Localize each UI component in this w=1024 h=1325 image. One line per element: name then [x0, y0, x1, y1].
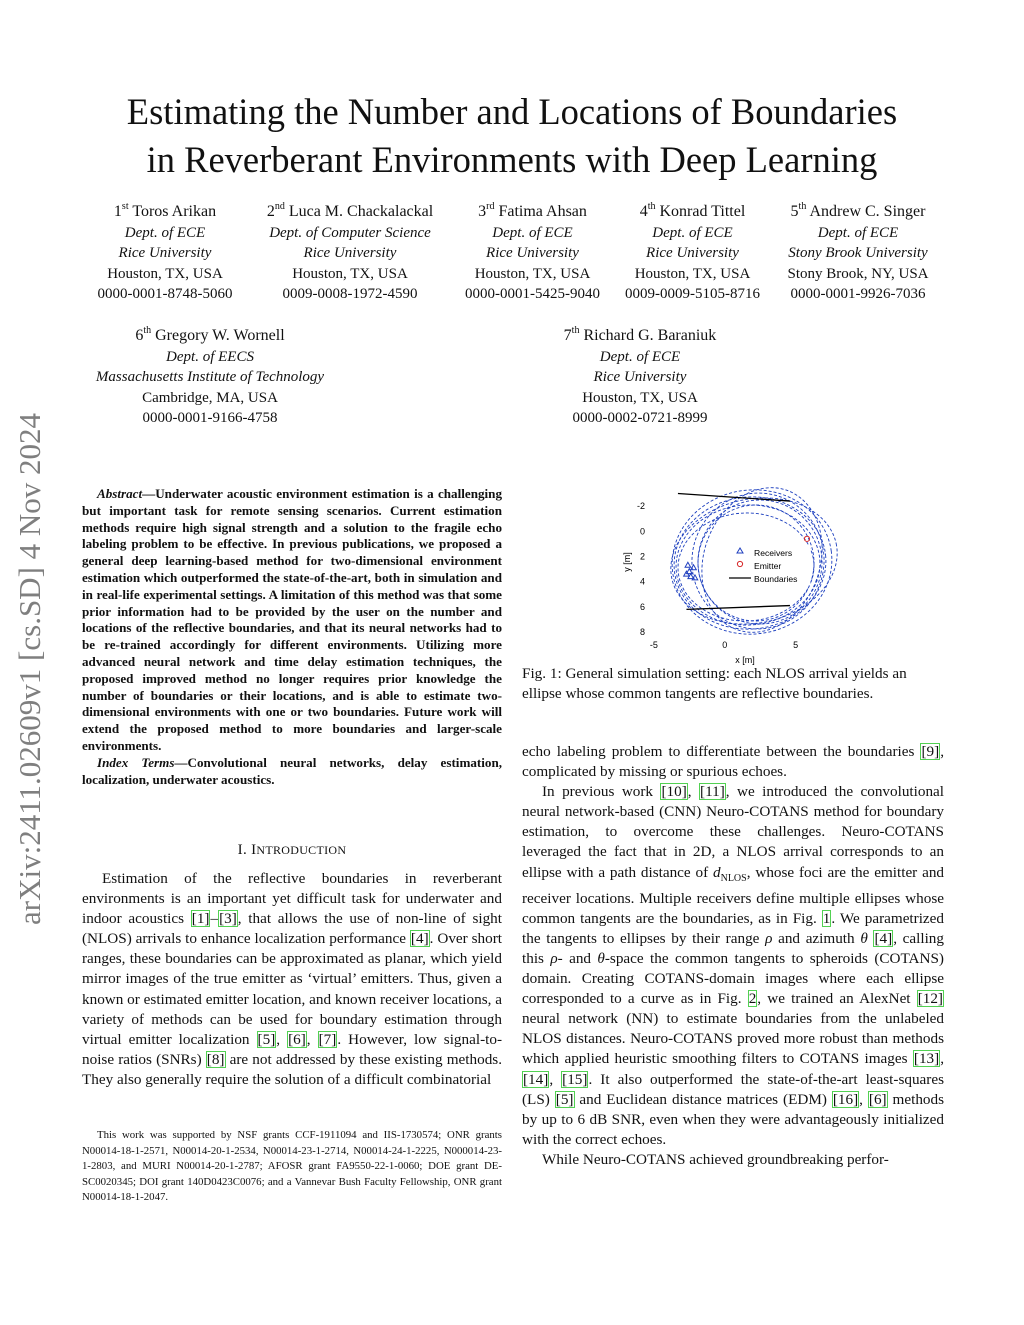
paragraph-previous-work: In previous work [10], [11], we introduced the convolutional neural network-based (CNN) Neuro-COTANS method for boundary estimation, to overcome these challenges. Neuro-COTANS leveraged the fact that in 2D, a NLOS arrival corresponds to an ellipse with a path distance of $d_{NLOS}$, whose foci are the emitter and receiver locations. Multiple receivers define multiple ellipses whose common tangents are the boundaries, as in Fig. 1. We parametrized the tangents to ellipses by their range ρ and azimuth θ [4], calling this ρ- and θ-space the common tangents to spheroids (COTANS) domain. Creating COTANS-domain images where each ellipse corresponded to a curve as in Fig. 2, we trained an AlexNet [12] neural network (NN) to estimate boundaries from the unlabeled NLOS distances. Neuro-COTANS proved more robust than methods which applied heuristic smoothing filters to COTANS images [13], [14], [15]. It also outperformed the state-of-the-art least-squares (LS) [5] and Euclidean distance matrices (EDM) [16], [6] methods by up to 6 dB SNR, even when they were advantageously initialized with the correct echoes. — [522, 783, 945, 1148]
citation-link[interactable]: [4] — [410, 930, 429, 948]
citation-link[interactable]: [6] — [288, 1030, 306, 1048]
figure-1-caption: Fig. 1: General simulation setting: each NLOS arrival yields an ellipse whose common tangents are reflective boundaries. — [522, 665, 907, 703]
author-dept: Dept. of ECE — [652, 224, 733, 241]
index-terms — [82, 755, 502, 789]
x-tick-label: 0 — [722, 640, 728, 650]
author-name: 2nd Luca M. Chackalackal — [266, 200, 434, 220]
x-tick-label: -5 — [649, 640, 658, 650]
author-name: 3rd Fatima Ahsan — [478, 200, 587, 220]
author-name: 7th Richard G. Baraniuk — [563, 324, 717, 344]
citation-link[interactable]: [1] — [191, 910, 210, 928]
figure-1-plot — [620, 478, 850, 670]
author-orcid[interactable]: 0000-0001-8748-5060 — [97, 286, 233, 303]
paper-title — [0, 88, 1024, 184]
y-tick-label: 8 — [639, 627, 645, 637]
citation-link[interactable]: [14] — [523, 1070, 549, 1088]
author-dept: Dept. of EECS — [166, 348, 254, 365]
citation-link[interactable]: [16] — [832, 1090, 859, 1108]
author-block-6 — [60, 326, 360, 429]
citation-link[interactable]: [5] — [555, 1090, 574, 1108]
y-tick-label: 0 — [639, 526, 645, 537]
receiver-marker — [691, 565, 697, 570]
author-loc: Houston, TX, USA — [292, 265, 408, 282]
citation-link[interactable]: [11] — [700, 783, 725, 801]
legend — [729, 545, 810, 585]
author-inst: Rice University — [486, 245, 579, 262]
receiver-marker — [692, 575, 698, 580]
y-tick-label: 4 — [639, 576, 645, 587]
author-orcid[interactable]: 0009-0008-1972-4590 — [282, 286, 418, 303]
citation-link[interactable]: [4] — [874, 929, 893, 947]
author-block-7 — [540, 326, 740, 429]
author-orcid[interactable]: 0009-0009-5105-8716 — [625, 286, 760, 303]
paragraph-while: While Neuro-COTANS achieved groundbreaking perfor- — [542, 1150, 889, 1168]
citation-link[interactable]: [5] — [257, 1030, 276, 1048]
author-inst: Rice University — [593, 369, 687, 386]
citation-link[interactable]: [6] — [868, 1090, 887, 1108]
citation-link[interactable]: [8] — [206, 1050, 225, 1068]
author-orcid[interactable]: 0000-0001-9166-4758 — [142, 410, 278, 427]
intro-left-column — [82, 869, 502, 1090]
author-orcid[interactable]: 0000-0001-5425-9040 — [465, 286, 600, 303]
author-block-4 — [615, 202, 770, 305]
citation-link[interactable]: [13] — [913, 1050, 940, 1068]
index-terms-label: Index Terms — [97, 754, 175, 770]
abstract-paragraph — [82, 486, 502, 755]
receiver-marker — [685, 562, 691, 567]
index-terms-text: —Convolutional neural networks, delay estimation, localization, underwater acoustics. — [82, 754, 502, 787]
author-inst: Rice University — [303, 245, 397, 262]
title-line-1: Estimating the Number and Locations of Boundaries — [126, 91, 898, 132]
author-loc: Cambridge, MA, USA — [142, 389, 278, 406]
footnote — [82, 1128, 502, 1206]
author-loc: Houston, TX, USA — [634, 265, 751, 282]
boundary-line — [678, 494, 790, 502]
footnote-text: This work was supported by NSF grants CCF-1911094 and IIS-1730574; ONR grants N00014-18-1-2571, N00014-20-1-2534, N00014-23-1-2714, N00014-24-1-2225, N000014-23-1-2803, and MURI N00014-20-1-2787; AFOSR grant FA9550-22-1-0060; DOE grant DE-SC0020345; DOI grant 140D0423C0076; and a Vannevar Bush Faculty Fellowship, ONR grant N00014-18-1-2047. — [82, 1129, 502, 1204]
right-column — [522, 742, 944, 1170]
author-name: 6th Gregory W. Wornell — [135, 324, 285, 344]
citation-link[interactable]: [9] — [921, 743, 940, 760]
author-name: 4th Konrad Tittel — [639, 200, 746, 220]
author-inst: Rice University — [646, 245, 739, 262]
legend-receivers: Receivers — [754, 548, 793, 558]
author-block-3 — [455, 202, 610, 305]
legend-emitter: Emitter — [754, 561, 782, 571]
x-axis-label: x [m] — [735, 655, 755, 665]
author-loc: Houston, TX, USA — [474, 265, 591, 282]
author-loc: Houston, TX, USA — [107, 265, 223, 282]
citation-link[interactable]: [12] — [917, 990, 943, 1008]
legend-boundaries: Boundaries — [754, 574, 798, 584]
author-dept: Dept. of ECE — [599, 348, 681, 365]
author-loc: Stony Brook, NY, USA — [787, 265, 929, 282]
author-name: 1st Toros Arikan — [113, 200, 217, 220]
y-tick-label: -2 — [636, 501, 645, 512]
section-heading-introduction: I. INTRODUCTION — [237, 842, 347, 858]
author-inst: Rice University — [118, 245, 212, 262]
figure-link[interactable]: 2 — [748, 990, 757, 1008]
author-orcid[interactable]: 0000-0002-0721-8999 — [572, 410, 708, 427]
author-name: 5th Andrew C. Singer — [790, 200, 926, 220]
author-loc: Houston, TX, USA — [582, 389, 698, 406]
author-dept: Dept. of ECE — [817, 224, 899, 241]
y-tick-label: 2 — [639, 551, 645, 562]
citation-link[interactable]: [3] — [219, 910, 237, 928]
author-block-1 — [90, 202, 240, 305]
author-dept: Dept. of ECE — [492, 224, 573, 241]
abstract-label: Abstract — [97, 486, 143, 501]
author-block-2 — [250, 202, 450, 305]
arxiv-id: arXiv:2411.02609v1 [cs.SD] 4 Nov 2024 — [12, 412, 47, 925]
author-block-5 — [772, 202, 944, 305]
title-line-2: in Reverberant Environments with Deep Learning — [146, 139, 878, 180]
y-axis-label: y [m] — [622, 552, 632, 572]
citation-link[interactable]: [10] — [661, 783, 687, 801]
intro-paragraph: Estimation of the reflective boundaries in reverberant environments is an important yet difficult task for underwater and indoor acoustics [1]–[3], that allows the use of non-line of sight (NLOS) arrivals to enhance localization performance [4]. Over short ranges, these boundaries can be approximated as planar, which yield mirror images of the true emitter as ‘virtual’ emitters. Thus, given a known or estimated emitter location, and known receiver locations, a variety of methods can be used for boundary estimation through virtual emitter localization [5], [6], [7]. However, low signal-to-noise ratios (SNRs) [8] are not addressed by these existing methods. They also generally require the solution of a difficult combinatorial — [82, 870, 503, 1088]
author-inst: Massachusetts Institute of Technology — [95, 369, 325, 386]
author-dept: Dept. of Computer Science — [269, 224, 431, 241]
figure-1 — [620, 478, 850, 670]
y-tick-label: 6 — [639, 601, 645, 612]
abstract — [82, 486, 502, 788]
boundary-line — [686, 606, 790, 610]
abstract-text: —Underwater acoustic environment estimation is a challenging but important task for remote sensing scenarios. Current estimation methods require high signal strength and a solution to the fragile echo labeling problem to be effective. In previous publications, we proposed a general deep learning-based method for two-dimensional environment estimation which outperformed the state-of-the-art, both in simulation and in real-life experimental settings. A limitation of this method was that some prior information had to be provided by the user on the number and locations of the reflective boundaries, and that its neural networks had to be re-trained accordingly for different environments. Utilizing more advanced neural network and time delay estimation techniques, the proposed improved method no longer requires prior knowledge the number of boundaries or their locations, and is able to estimate two-dimensional environments with one or two boundaries. Future work will extend the proposed method to more boundaries and larger-scale environments. — [82, 486, 502, 753]
x-tick-label: 5 — [793, 640, 799, 650]
author-inst: Stony Brook University — [788, 245, 928, 262]
paragraph-continuation: echo labeling problem to differentiate between the boundaries [9], complicated by missing or spurious echoes. — [522, 743, 944, 781]
figure-link[interactable]: 1 — [822, 909, 831, 927]
author-orcid[interactable]: 0000-0001-9926-7036 — [790, 286, 926, 303]
citation-link[interactable]: [7] — [318, 1030, 337, 1048]
author-dept: Dept. of ECE — [124, 224, 206, 241]
citation-link[interactable]: [15] — [562, 1070, 588, 1088]
